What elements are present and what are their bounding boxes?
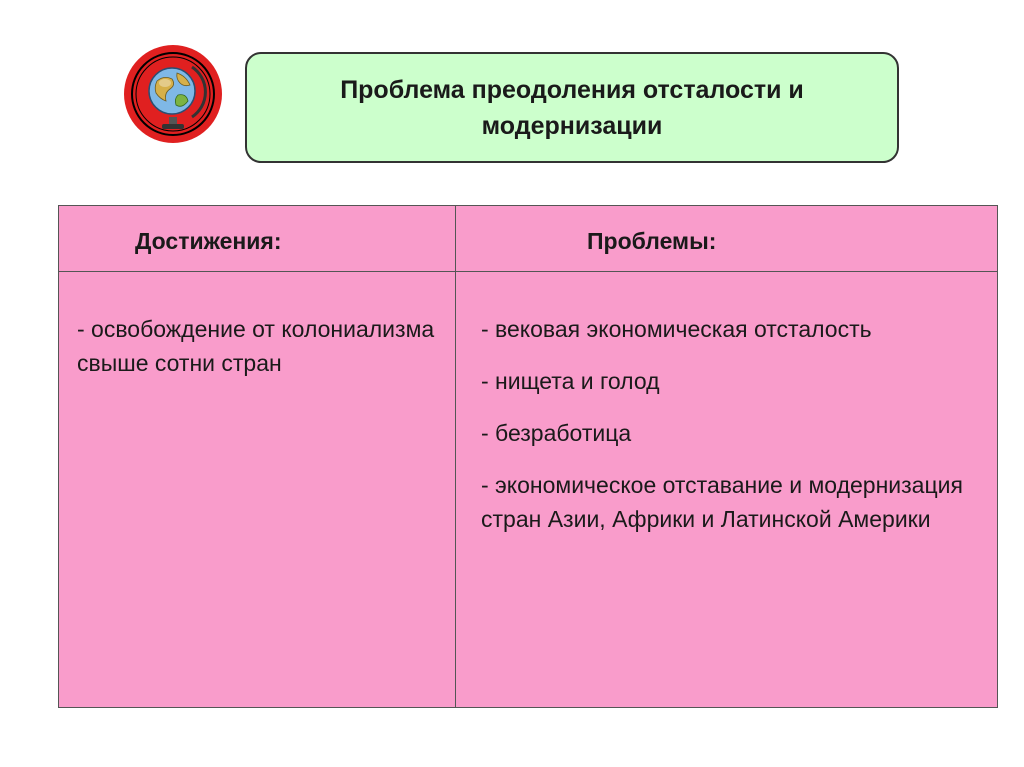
title-box bbox=[245, 52, 899, 163]
header-divider bbox=[59, 271, 997, 272]
problem-item: - нищета и голод bbox=[481, 368, 660, 394]
slide-title: Проблема преодоления отсталости и модернизации bbox=[340, 75, 804, 140]
column-divider bbox=[455, 206, 456, 707]
problem-item: - безработица bbox=[481, 420, 632, 446]
comparison-table bbox=[58, 205, 998, 708]
header-problems: Проблемы: bbox=[587, 228, 717, 254]
problem-item: - вековая экономическая отсталость bbox=[481, 316, 872, 342]
problem-item: - экономическое отставание и модернизация стран Азии, Африки и Латинской Америки bbox=[481, 472, 963, 532]
achievements-cell bbox=[77, 312, 437, 380]
globe-icon bbox=[122, 43, 224, 145]
problems-cell bbox=[481, 312, 991, 554]
achievement-item: - освобождение от колониализма свыше сотни стран bbox=[77, 316, 435, 376]
header-achievements: Достижения: bbox=[135, 228, 282, 254]
